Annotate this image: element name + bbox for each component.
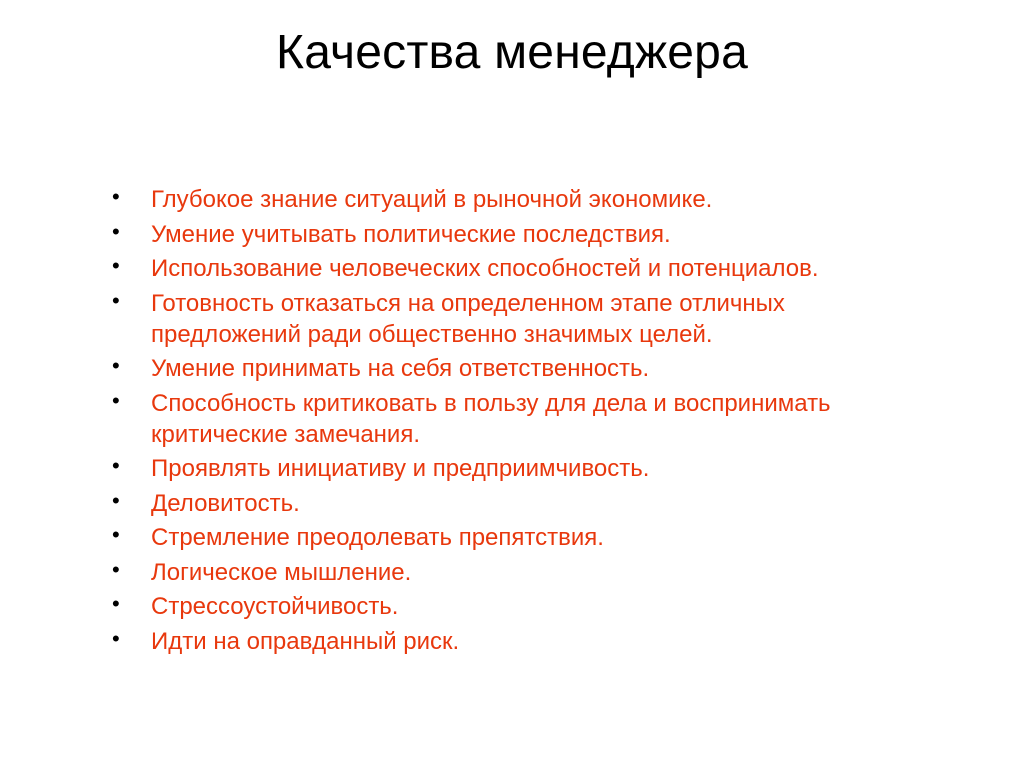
bullet-marker: • bbox=[112, 353, 120, 378]
bullet-marker: • bbox=[112, 253, 120, 278]
bullet-marker: • bbox=[112, 522, 120, 547]
bullet-marker: • bbox=[112, 387, 120, 413]
bullet-text: Деловитость. bbox=[151, 489, 300, 517]
bullet-item bbox=[112, 184, 992, 215]
bullet-item bbox=[112, 353, 992, 384]
bullet-text: Использование человеческих способностей и потенциалов. bbox=[151, 255, 819, 282]
bullet-item bbox=[112, 626, 992, 657]
slide-title: Качества менеджера bbox=[276, 26, 748, 79]
bullet-marker: • bbox=[112, 453, 120, 478]
bullet-text: Умение учитывать политические последствия. bbox=[151, 220, 671, 248]
bullet-text: Глубокое знание ситуаций в рыночной экономике. bbox=[151, 186, 713, 213]
bullet-marker: • bbox=[112, 184, 120, 209]
bullet-marker: • bbox=[112, 591, 120, 616]
bullet-item bbox=[112, 288, 992, 350]
bullet-text: Стрессоустойчивость. bbox=[151, 593, 399, 620]
bullet-text: Логическое мышление. bbox=[151, 558, 412, 586]
bullet-item bbox=[112, 522, 992, 553]
bullet-item bbox=[112, 388, 992, 450]
bullet-text: Умение принимать на себя ответственность. bbox=[151, 355, 650, 382]
bullet-marker: • bbox=[112, 487, 120, 513]
bullet-item bbox=[112, 453, 992, 484]
bullet-text: Способность критиковать в пользу для дела и воспринимать критические замечания. bbox=[151, 389, 831, 448]
bullet-marker: • bbox=[112, 287, 120, 313]
bullet-item bbox=[112, 591, 992, 622]
bullet-list bbox=[112, 184, 992, 660]
bullet-marker: • bbox=[112, 218, 120, 244]
bullet-text: Идти на оправданный риск. bbox=[151, 627, 460, 655]
bullet-item bbox=[112, 488, 992, 519]
bullet-item bbox=[112, 557, 992, 588]
bullet-marker: • bbox=[112, 556, 120, 582]
bullet-item bbox=[112, 219, 992, 250]
bullet-marker: • bbox=[112, 625, 120, 651]
bullet-text: Стремление преодолевать препятствия. bbox=[151, 524, 604, 551]
bullet-text: Проявлять инициативу и предприимчивость. bbox=[151, 455, 650, 482]
bullet-text: Готовность отказаться на определенном этапе отличных предложений ради общественно значимых целей. bbox=[151, 289, 785, 348]
bullet-item bbox=[112, 253, 992, 284]
